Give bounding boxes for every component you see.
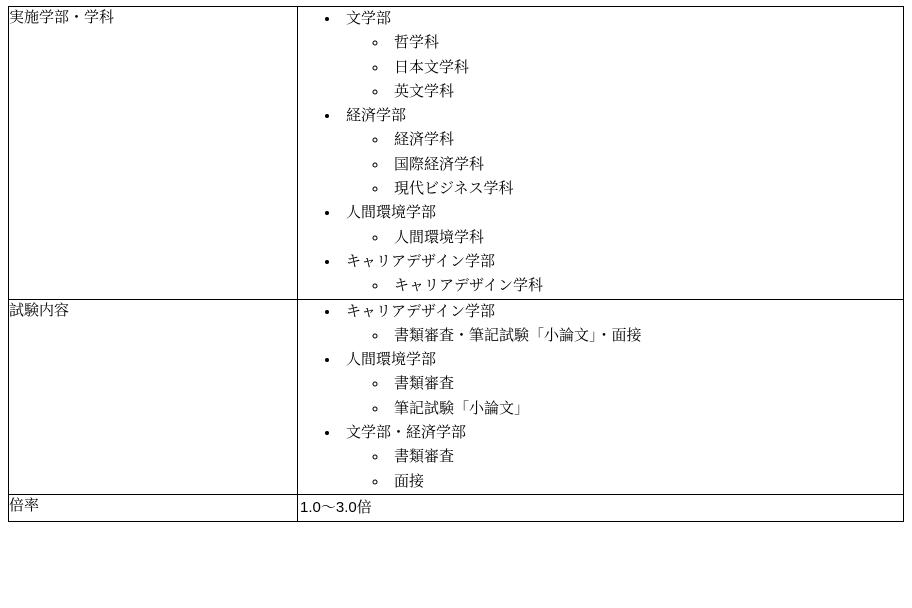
exam-sublist xyxy=(340,445,903,494)
department-name: 現代ビジネス学科 xyxy=(394,180,514,198)
list-item xyxy=(388,177,903,201)
list-item xyxy=(388,397,903,421)
department-name: 日本文学科 xyxy=(394,58,470,76)
list-item xyxy=(340,300,903,349)
department-sublist xyxy=(340,226,903,250)
list-item xyxy=(388,80,903,104)
faculty-name: キャリアデザイン学部 xyxy=(346,252,495,270)
exam-item: 書類審査・筆記試験「小論文」・面接 xyxy=(394,326,642,344)
department-sublist xyxy=(340,31,903,104)
row-content-departments xyxy=(298,7,904,300)
table-row xyxy=(9,494,904,522)
faculty-name: 文学部 xyxy=(346,10,392,27)
table-row xyxy=(9,299,904,494)
row-label-exam-content xyxy=(9,299,298,494)
list-item xyxy=(388,445,903,469)
faculty-name: キャリアデザイン学部 xyxy=(346,302,495,320)
table-body xyxy=(9,7,904,522)
department-name: 国際経済学科 xyxy=(394,155,485,173)
list-item xyxy=(388,226,903,250)
list-item xyxy=(388,470,903,494)
faculty-name: 人間環境学部 xyxy=(346,351,437,369)
row-label-departments xyxy=(9,7,298,300)
list-item xyxy=(340,7,903,104)
exam-sublist xyxy=(340,324,903,348)
list-item xyxy=(340,250,903,299)
exam-content-list xyxy=(298,300,903,494)
department-name: キャリアデザイン学科 xyxy=(394,277,543,295)
department-name: 人間環境学科 xyxy=(394,228,485,246)
exam-item: 書類審査 xyxy=(394,375,455,393)
faculty-name: 文学部・経済学部 xyxy=(346,424,467,442)
list-item xyxy=(340,421,903,494)
exam-sublist xyxy=(340,372,903,421)
department-sublist xyxy=(340,274,903,298)
department-name: 哲学科 xyxy=(394,34,440,52)
exam-item: 筆記試験「小論文」 xyxy=(394,399,530,417)
list-item xyxy=(388,324,903,348)
row-label-text: 倍率 xyxy=(9,496,40,514)
list-item xyxy=(388,274,903,298)
department-name: 英文学科 xyxy=(394,82,455,100)
row-label-text: 試験内容 xyxy=(9,301,70,319)
row-label-text: 実施学部・学科 xyxy=(9,9,115,26)
faculty-name: 人間環境学部 xyxy=(346,204,437,222)
department-name: 経済学科 xyxy=(394,131,455,149)
row-label-ratio xyxy=(9,494,298,522)
exam-item: 面接 xyxy=(394,472,425,490)
row-content-exam-content xyxy=(298,299,904,494)
exam-item: 書類審査 xyxy=(394,448,455,466)
list-item xyxy=(340,348,903,421)
list-item xyxy=(340,201,903,250)
department-sublist xyxy=(340,128,903,201)
admission-spec-table xyxy=(8,6,904,522)
list-item xyxy=(388,372,903,396)
table-row xyxy=(9,7,904,300)
list-item xyxy=(388,56,903,80)
list-item xyxy=(340,104,903,201)
list-item xyxy=(388,128,903,152)
row-content-ratio xyxy=(298,494,904,522)
faculty-name: 経済学部 xyxy=(346,107,407,125)
list-item xyxy=(388,31,903,55)
list-item xyxy=(388,153,903,177)
department-list xyxy=(298,7,903,299)
ratio-value: 1.0〜3.0倍 xyxy=(300,498,372,516)
